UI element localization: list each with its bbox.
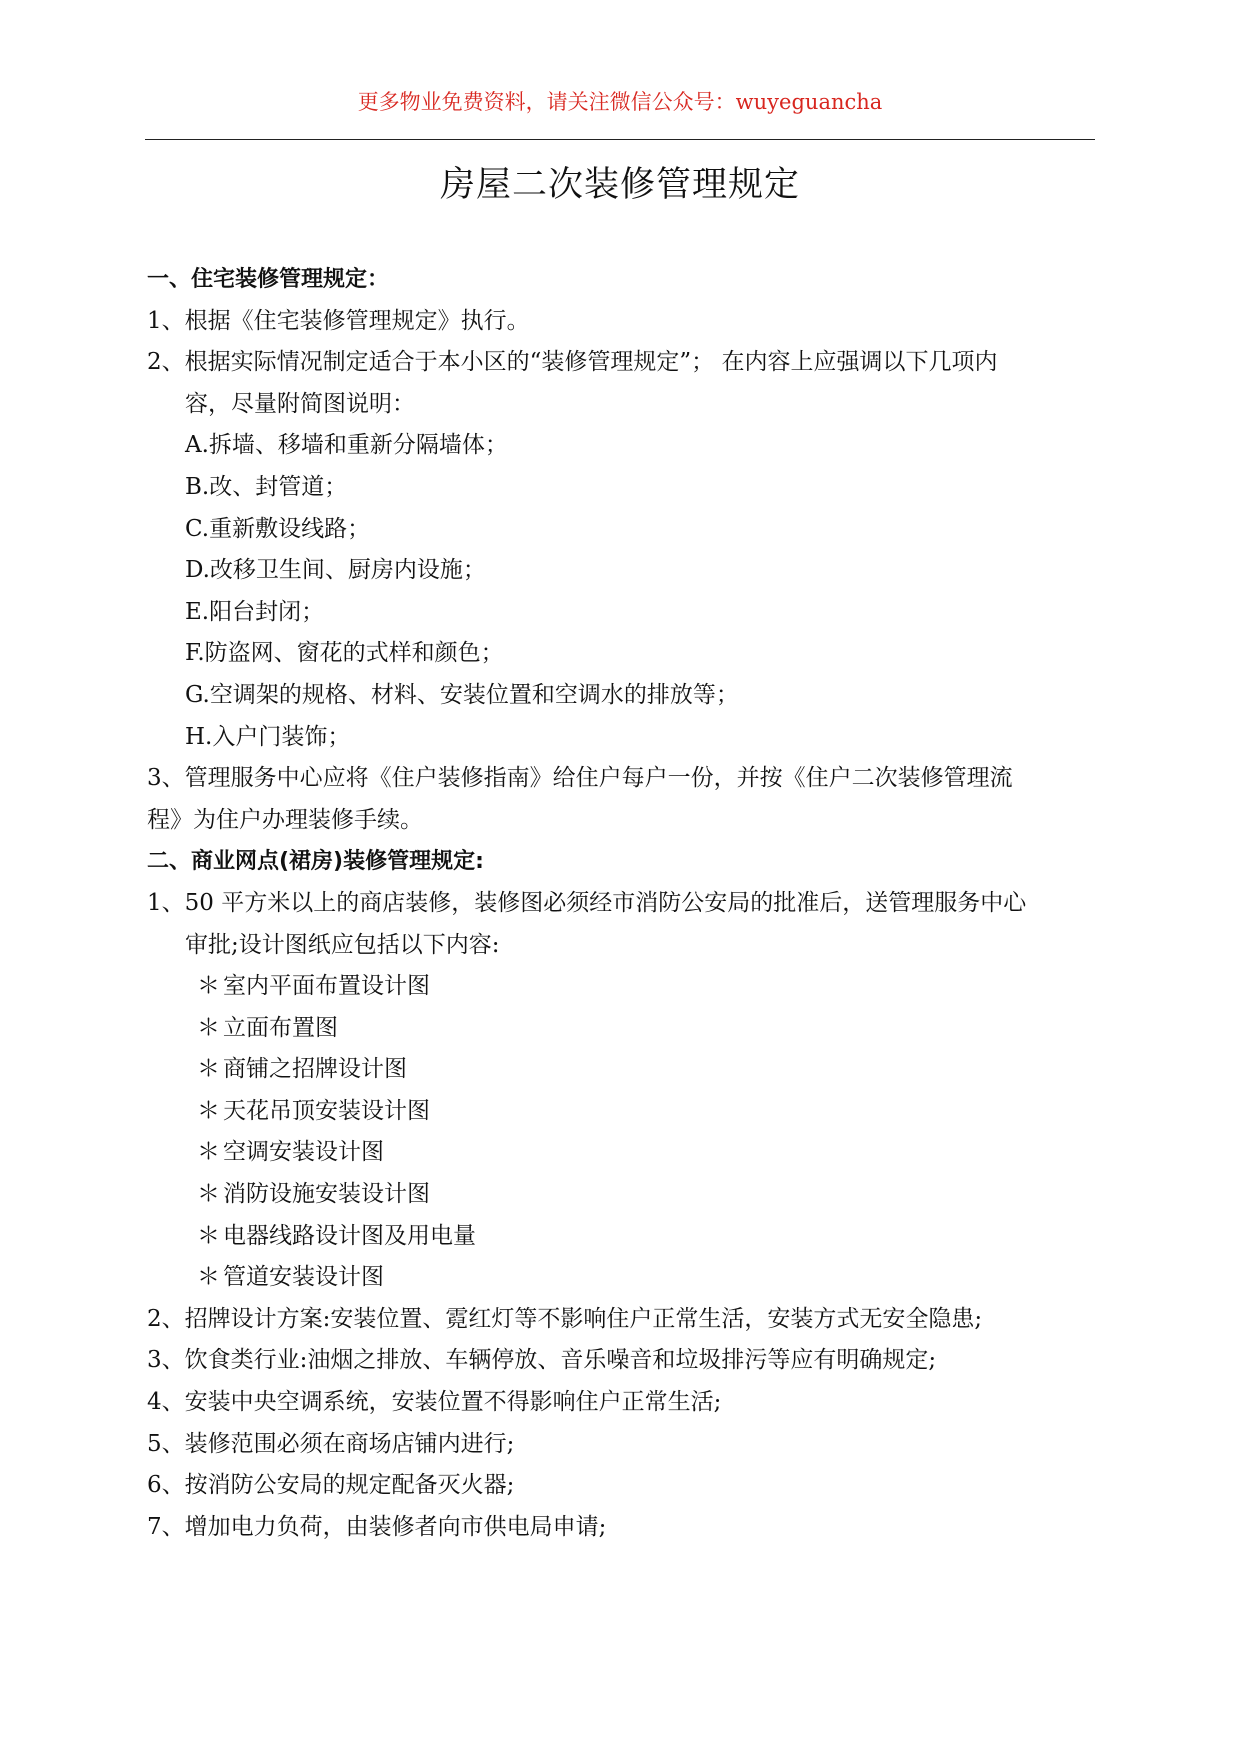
bullet-text: 立面布置图 [223, 1014, 338, 1041]
sub-item-g: G.空调架的规格、材料、安装位置和空调水的排放等； [185, 681, 739, 708]
bullet-text: 天花吊顶安装设计图 [223, 1097, 430, 1124]
sub-item-d: D.改移卫生间、厨房内设施； [185, 557, 486, 584]
bullet-star: ＊ [197, 1181, 220, 1208]
bullet-star: ＊ [197, 1097, 220, 1124]
section2-item-5: 5、装修范围必须在商场店铺内进行; [147, 1430, 515, 1457]
document-title: 房屋二次装修管理规定 [439, 165, 800, 205]
sub-item-e: E.阳台封闭； [185, 598, 325, 625]
bullet-text: 空调安装设计图 [223, 1139, 384, 1166]
section2-item-1-line1: 1、50 平方米以上的商店装修，装修图必须经市消防公安局的批准后，送管理服务中心 [147, 889, 1027, 916]
sub-item-c: C.重新敷设线路； [185, 515, 371, 542]
section1-item-1: 1、根据《住宅装修管理规定》执行。 [147, 307, 530, 334]
bullet-item [147, 1216, 1097, 1258]
section1-heading: 一、住宅装修管理规定： [147, 267, 390, 292]
bullet-star: ＊ [197, 1264, 220, 1291]
sub-item-h: H.入户门装饰； [185, 723, 351, 750]
section2-item-4: 4、安装中央空调系统，安装位置不得影响住户正常生活; [147, 1389, 722, 1416]
bullet-item [147, 966, 1097, 1008]
section1-item-2-line1: 2、根据实际情况制定适合于本小区的“装修管理规定”； 在内容上应强调以下几项内 [147, 349, 998, 376]
bullet-item [147, 1049, 1097, 1091]
sub-item-a: A.拆墙、移墙和重新分隔墙体； [185, 432, 508, 459]
bullet-item [147, 1132, 1097, 1174]
section1-item-2-line2: 容，尽量附简图说明： [185, 390, 415, 417]
section2-heading: 二、商业网点(裙房)装修管理规定: [147, 849, 484, 875]
section2-item-1-line2: 审批;设计图纸应包括以下内容: [185, 931, 500, 958]
bullet-text: 消防设施安装设计图 [223, 1181, 430, 1208]
bullet-item [147, 1257, 1097, 1299]
bullet-text: 管道安装设计图 [223, 1264, 384, 1291]
section2-item-3: 3、饮食类行业:油烟之排放、车辆停放、音乐噪音和垃圾排污等应有明确规定; [147, 1347, 937, 1374]
header-divider [145, 139, 1095, 140]
bullet-text: 商铺之招牌设计图 [223, 1056, 407, 1083]
sub-item-f: F.防盗网、窗花的式样和颜色； [185, 640, 504, 667]
bullet-item [147, 1008, 1097, 1050]
bullet-item [147, 1091, 1097, 1133]
section2-item-6: 6、按消防公安局的规定配备灭火器; [147, 1472, 515, 1499]
bullet-star: ＊ [197, 1139, 220, 1166]
bullet-star: ＊ [197, 1014, 220, 1041]
bullet-star: ＊ [197, 973, 220, 1000]
bullet-item [147, 1174, 1097, 1216]
bullet-star: ＊ [197, 1056, 220, 1083]
bullet-text: 室内平面布置设计图 [223, 973, 430, 1000]
bullet-text: 电器线路设计图及用电量 [223, 1222, 476, 1249]
document-body [147, 259, 1097, 1548]
bullet-star: ＊ [197, 1222, 220, 1249]
section2-item-2: 2、招牌设计方案:安装位置、霓红灯等不影响住户正常生活，安装方式无安全隐患; [147, 1305, 983, 1332]
section2-item-7: 7、增加电力负荷，由装修者向市供电局申请; [147, 1513, 607, 1540]
section1-item-3-line1: 3、管理服务中心应将《住户装修指南》给住户每户一份，并按《住户二次装修管理流 [147, 765, 1013, 792]
header-note: 更多物业免费资料，请关注微信公众号：wuyeguancha [357, 90, 883, 114]
sub-item-b: B.改、封管道； [185, 473, 348, 500]
section1-item-3-line2: 程》为住户办理装修手续。 [147, 806, 423, 833]
